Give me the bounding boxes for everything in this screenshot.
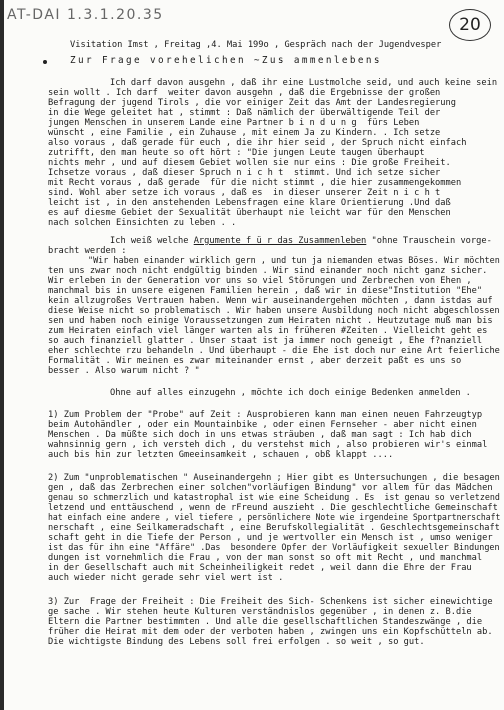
text-line: zutrifft, den man heute so oft hört : "Die jungen Leute taugen überhaupt — [48, 148, 425, 158]
text-fragment: Ich weiß welche — [110, 236, 194, 246]
text-line: es auf diesme Gebiet der Sexualität überhaupt nie leicht war für den Menschen — [48, 208, 451, 218]
text-line: Befragung der jugend Tirols , die vor einiger Zeit das Amt der Landesregierung — [48, 98, 456, 108]
text-line: hat einfach eine andere , viel tiefere , persönlichere Note wie irgendeine Sportpartnerschaft — [48, 513, 501, 523]
text-line: gen , daß das Zerbrechen einer solchen"vorläufigen Bindung" vor allem für das Mädchen — [48, 483, 493, 493]
text-line: 2) Zum "unproblematischen " Auseinandergehn ; Hier gibt es Untersuchungen , die besagen — [48, 473, 500, 483]
text-line: in die Wege geleitet hat , stimmt : Daß nämlich der überwältigende Teil der — [48, 108, 441, 118]
text-line: ge sache . Wir stehen heute Kulturen verständnislos gegenüber , in denen z. B.die — [48, 607, 472, 617]
text-line: auch wieder nicht gerade sehr viel wert ist . — [48, 573, 284, 583]
document-subtitle: Zur Frage vorehelichen ~Zus ammenlebens — [70, 55, 382, 66]
text-line: also voraus , daß gerade für euch , die ihr hier seid , der Spruch nicht einfach — [48, 138, 467, 148]
text-line: bracht werden : — [48, 246, 127, 256]
text-line: Wir erleben in der Generation vor uns so viel Störungen und Zerbrechen von Ehen , — [48, 276, 472, 286]
text-line: diese Weise nicht so problematisch . Wir haben unsere Ausbildung noch nicht abgeschlossen — [48, 306, 500, 316]
text-line: so auch finanziell glatter . Unser staat ist ja immer noch geneigt , Ehe f?nanziell — [48, 336, 483, 346]
archive-stamp: AT-DAI 1.3.1.20.35 — [7, 7, 164, 23]
text-line: kein allzugroßes Vertrauen haben. Wenn wir auseinandergehen möchten , dann istdas auf — [48, 296, 493, 306]
text-line: Eltern die Partner bestimmten . Und alle die gesellschaftlichen Standeszwänge , die — [48, 617, 483, 627]
document-header: Visitation Imst , Freitag ,4. Mai 199o , Gespräch nach der Jugendvesper — [70, 40, 442, 50]
text-line: 1) Zum Problem der "Probe" auf Zeit : Ausprobieren kann man einen neuen Fahrzeugtyp — [48, 410, 483, 420]
text-line: mit Recht voraus , daß gerade für die nicht stimmt , die hier zusammengekommen — [48, 178, 462, 188]
page-number-circle: 20 — [449, 9, 491, 41]
text-line: nach solchen Einsichten zu leben . . — [48, 218, 237, 228]
text-line: sein wollt . Ich darf weiter davon ausgehn , daß die Ergebnisse der großen — [48, 88, 441, 98]
text-line: eher schlechte rzu behandeln . Und überhaupt - die Ehe ist doch nur eine Art feierliche — [48, 346, 500, 356]
text-line: ist das für ihn eine "Affäre" .Das besondere Opfer der Vorläufigkeit sexueller Bindungen — [48, 543, 500, 553]
text-line: nerschaft , eine Seilkameradschaft , eine Berufskollegialität . Geschlechtsgemeinschaft — [48, 523, 500, 533]
text-line: auch bis hin zur letzten Gmeeinsamkeit , schauen , obß klappt .... — [48, 450, 394, 460]
bullet-icon — [43, 60, 47, 64]
text-line: früher die Heirat mit dem oder der verboten haben , zwingen uns ein Kopfschütteln ab. — [48, 627, 493, 637]
text-line: leicht ist , in den anstehenden Lebensfragen eine klare Orientierung .Und daß — [48, 198, 451, 208]
text-line: dungen ist vornehmlich die Frau , von der man sonst so oft mit Recht , und manchmal — [48, 553, 483, 563]
text-line: Ich darf davon ausgehn , daß ihr eine Lustmolche seid, und auch keine sein — [110, 78, 498, 88]
text-line: sind. Wohl aber setze ich voraus , daß es in dieser unserer Zeit n i c h t — [48, 188, 441, 198]
text-fragment: "ohne Trauschein vorge- — [366, 236, 492, 246]
text-line: Formalität . Wir meinen es zwar miteinander ernst , aber derzeit paßt es uns so — [48, 356, 462, 366]
text-line: sen und haben noch einige Voraussetzungen zum Heiraten nicht . Heutzutage muß man bis — [48, 316, 493, 326]
text-line: wünscht , eine Familie , ein Zuhause , mit einem Ja zu Kindern. . Ich setze — [48, 128, 441, 138]
text-line: jungen Menschen in unserem Lande eine Partner b i n d u n g fürs Leben — [48, 118, 420, 128]
text-line: besser . Also warum nicht ? " — [48, 366, 200, 376]
underlined-heading: Argumente f ü r das Zusammenleben — [193, 236, 367, 246]
text-line: beim Autohändler , oder ein Mountainbike , oder einen Fernseher - aber nicht einen — [48, 420, 477, 430]
text-line: genau so schmerzlich und katastrophal ist wie eine Scheidung . Es ist genau so verletzend — [48, 493, 500, 503]
text-line: Menschen . Da müßte sich doch in uns etwas sträuben , daß man sagt : Ich hab dich — [48, 430, 472, 440]
text-line: Die wichtigste Bindung des Lebens soll frei erfolgen . so weit , so gut. — [48, 637, 425, 647]
arguments-intro — [110, 236, 492, 246]
text-line: zum Heiraten einfach viel länger warten als in früheren #Zeiten . Vielleicht geht es — [48, 326, 488, 336]
text-line: nichts mehr , und auf diesem Gebiet wollen sie nur eins : Die große Freiheit. — [48, 158, 451, 168]
text-line: 3) Zur Frage der Freiheit : Die Freiheit des Sich- Schenkens ist sicher einewichtige — [48, 597, 493, 607]
transition-line: Ohne auf alles einzugehn , möchte ich doch einige Bedenken anmelden . — [110, 388, 471, 398]
text-line: Ichsetze voraus , daß dieser Spruch n i c h t stimmt. Und ich setze sicher — [48, 168, 441, 178]
text-line: "Wir haben einander wirklich gern , und tun ja niemanden etwas Böses. Wir möchten — [88, 256, 500, 266]
text-line: letzend und enttäuschend , wenn de rFreund auszieht . Die geschlechtliche Gemeinschaft — [48, 503, 498, 513]
text-line: in der Gesellschaft auch mit Scheinheiligkeit redet , weil dann die Ehre der Frau — [48, 563, 472, 573]
text-line: wahnsinnig gern , ich versteh dich , du verstehst mich , also probieren wir's einmal — [48, 440, 488, 450]
text-line: ten uns zwar noch nicht endgültig binden . Wir sind einander noch nicht ganz sicher. — [48, 266, 488, 276]
text-line: schaft geht in die Tiefe der Person , und je wertvoller ein Mensch ist , umso weniger — [48, 533, 493, 543]
text-line: manchmal bis in unsere eigenen Familien herein , daß wir in diese"Institution "Ehe" — [48, 286, 483, 296]
